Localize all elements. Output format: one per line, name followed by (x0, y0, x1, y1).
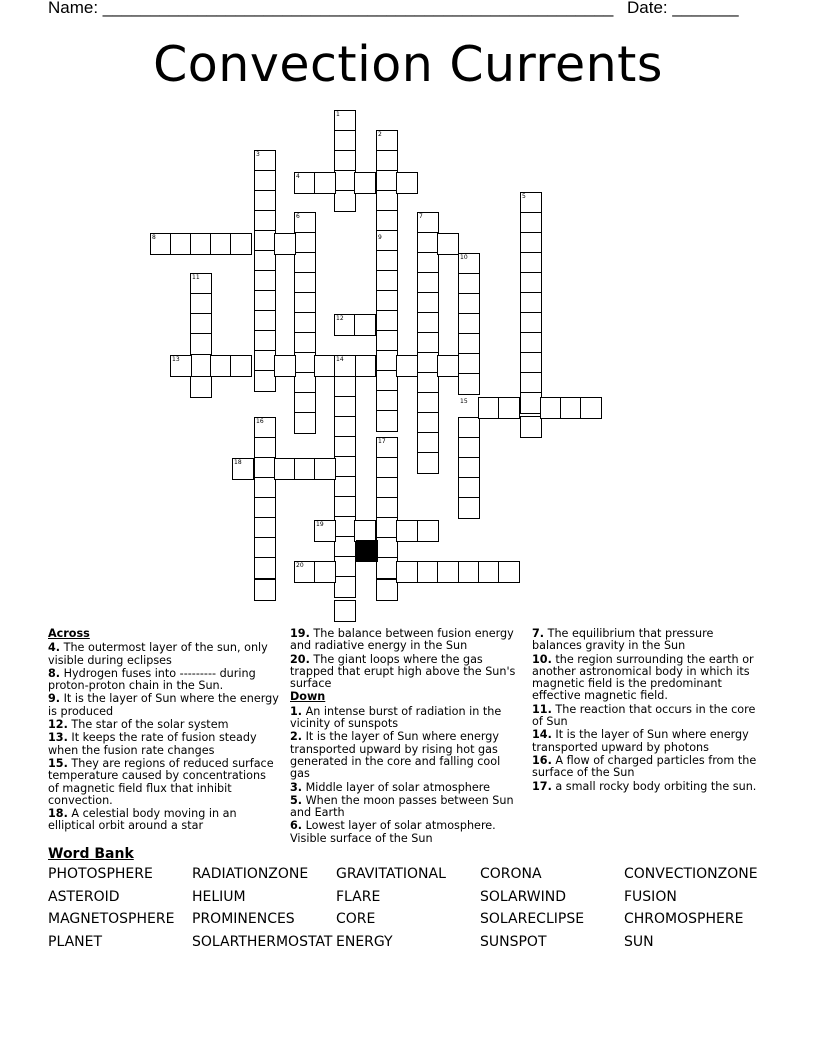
clue-item-number: 16. (532, 753, 552, 767)
grid-cell[interactable] (314, 458, 336, 480)
clue-item (48, 642, 280, 667)
grid-cell[interactable] (254, 537, 276, 559)
clue-item-text: It is the layer of Sun where energy transported upward by rising hot gas generated in the core and falling cool gas (290, 730, 501, 781)
clue-item (290, 731, 522, 780)
grid-cell[interactable] (294, 292, 316, 314)
clue-item (290, 820, 522, 845)
clue-item-text: A flow of charged particles from the surface of the Sun (532, 753, 757, 780)
clue-item-text: Hydrogen fuses into --------- during proton-proton chain in the Sun. (48, 666, 256, 693)
grid-cell[interactable] (376, 537, 398, 559)
clue-item (290, 795, 522, 820)
clue-item-text: It is the layer of Sun where energy transported upward by photons (532, 728, 749, 754)
grid-cell[interactable] (520, 372, 542, 394)
grid-cell[interactable] (274, 355, 296, 377)
grid-cell[interactable] (334, 436, 356, 458)
grid-cell[interactable] (540, 397, 562, 419)
grid-cell[interactable] (376, 330, 398, 352)
grid-cell[interactable] (520, 252, 542, 274)
clue-number: 1 (336, 111, 340, 118)
grid-cell[interactable] (190, 313, 212, 335)
grid-cell[interactable] (254, 210, 276, 232)
grid-cell[interactable] (334, 376, 356, 398)
clue-item-number: 18. (48, 807, 68, 821)
grid-cell[interactable] (417, 352, 439, 374)
clue-item-number: 9. (48, 692, 61, 706)
clue-item-number: 14. (532, 728, 552, 742)
clue-item-text: The balance between fusion energy and radiative energy in the Sun (290, 627, 514, 653)
down-heading: Down (290, 690, 326, 704)
clue-number: 6 (296, 213, 300, 220)
clue-item-text: Lowest layer of solar atmosphere. Visible surface of the Sun (290, 819, 496, 845)
grid-cell[interactable] (354, 520, 376, 542)
grid-cell[interactable] (294, 372, 316, 394)
black-cell (356, 540, 378, 562)
grid-cell[interactable] (254, 330, 276, 352)
grid-cell[interactable] (254, 477, 276, 499)
grid-cell[interactable] (417, 392, 439, 414)
grid-cell[interactable] (314, 172, 336, 194)
grid-cell[interactable] (396, 520, 418, 542)
clue-item-text: The equilibrium that pressure balances gravity in the Sun (532, 627, 714, 653)
grid-cell[interactable] (458, 293, 480, 315)
grid-cell[interactable] (254, 497, 276, 519)
grid-cell[interactable] (254, 350, 276, 372)
across-clues-list-cont (290, 628, 522, 690)
grid-cell[interactable] (437, 233, 459, 255)
grid-cell[interactable] (376, 557, 398, 579)
word-bank-item: GRAVITATIONAL (336, 866, 446, 882)
grid-cell[interactable] (376, 190, 398, 212)
grid-cell[interactable] (334, 170, 356, 192)
grid-cell[interactable] (190, 376, 212, 398)
grid-cell[interactable] (210, 233, 232, 255)
grid-cell[interactable] (520, 272, 542, 294)
grid-cell[interactable] (376, 390, 398, 412)
clue-item-number: 20. (290, 652, 310, 666)
grid-cell[interactable] (417, 232, 439, 254)
clue-item-number: 13. (48, 731, 68, 745)
grid-cell[interactable] (294, 252, 316, 274)
grid-cell[interactable] (314, 355, 336, 377)
grid-cell[interactable] (274, 458, 296, 480)
clue-item (290, 628, 522, 653)
clue-number: 9 (378, 234, 382, 241)
grid-cell[interactable] (376, 497, 398, 519)
clue-item-number: 19. (290, 627, 310, 640)
grid-cell[interactable] (417, 520, 439, 542)
grid-cell[interactable] (417, 432, 439, 454)
grid-cell[interactable] (334, 416, 356, 438)
grid-cell[interactable] (396, 172, 418, 194)
grid-cell[interactable] (254, 190, 276, 212)
grid-cell[interactable] (334, 556, 356, 578)
clue-number: 17 (378, 438, 386, 445)
word-bank-item: HELIUM (192, 888, 246, 905)
page-title: Convection Currents (153, 36, 663, 93)
grid-cell[interactable] (417, 312, 439, 334)
clue-item (48, 732, 280, 757)
grid-cell[interactable] (294, 312, 316, 334)
clue-number: 18 (234, 459, 242, 466)
grid-cell[interactable] (294, 412, 316, 434)
date-line: Date: _______ (627, 0, 739, 17)
clues-column-2 (290, 628, 522, 846)
word-bank-item: PHOTOSPHERE (48, 866, 153, 882)
clue-number: 12 (336, 315, 344, 322)
grid-cell[interactable] (417, 561, 439, 583)
grid-cell[interactable] (254, 557, 276, 579)
clue-item (532, 628, 764, 653)
clue-item-number: 4. (48, 641, 61, 655)
grid-cell[interactable] (190, 233, 212, 255)
grid-cell[interactable] (437, 355, 459, 377)
clue-item-number: 7. (532, 627, 545, 640)
clue-number: 5 (522, 193, 526, 200)
clue-item-number: 3. (290, 780, 303, 794)
down-clues-list (290, 706, 522, 845)
grid-cell[interactable] (560, 397, 582, 419)
name-line: Name: ______________________________________________________ (48, 0, 614, 17)
grid-cell[interactable] (294, 332, 316, 354)
grid-cell[interactable] (334, 496, 356, 518)
grid-cell[interactable] (520, 416, 542, 438)
grid-cell[interactable] (294, 352, 316, 374)
grid-cell[interactable] (354, 172, 376, 194)
clue-number: 2 (378, 131, 382, 138)
clue-item (532, 729, 764, 754)
grid-cell[interactable] (230, 233, 252, 255)
grid-cell[interactable] (417, 452, 439, 474)
clue-item (290, 706, 522, 731)
clue-number: 8 (152, 234, 156, 241)
grid-cell[interactable] (458, 477, 480, 499)
clue-item-text: A celestial body moving in an elliptical orbit around a star (48, 807, 237, 833)
grid-cell[interactable] (520, 392, 542, 414)
grid-cell[interactable] (520, 232, 542, 254)
grid-cell[interactable] (254, 270, 276, 292)
clue-item-number: 15. (48, 756, 68, 770)
clue-item-number: 11. (532, 702, 552, 716)
grid-cell[interactable] (354, 355, 376, 377)
grid-cell[interactable] (417, 292, 439, 314)
grid-cell[interactable] (170, 233, 192, 255)
clue-item (532, 755, 764, 780)
grid-cell[interactable] (458, 273, 480, 295)
word-bank-item: ASTEROID (48, 888, 120, 905)
grid-cell[interactable] (254, 230, 276, 252)
grid-cell[interactable] (254, 579, 276, 601)
grid-cell[interactable] (254, 517, 276, 539)
word-bank-item: SOLARWIND (480, 888, 566, 905)
grid-cell[interactable] (376, 579, 398, 601)
grid-cell[interactable] (334, 576, 356, 598)
grid-cell[interactable] (376, 477, 398, 499)
grid-cell[interactable] (376, 410, 398, 432)
grid-cell[interactable] (376, 310, 398, 332)
grid-cell[interactable] (458, 353, 480, 375)
grid-cell[interactable] (294, 458, 316, 480)
word-bank-item: SOLARECLIPSE (480, 911, 585, 928)
grid-cell[interactable] (334, 536, 356, 558)
clue-item (48, 758, 280, 807)
clue-number: 15 (460, 398, 468, 405)
clue-item-text: An intense burst of radiation in the vicinity of sunspots (290, 704, 502, 731)
clue-item-text: It is the layer of Sun where the energy is produced (48, 692, 279, 718)
clue-number: 16 (256, 418, 264, 425)
grid-cell[interactable] (376, 517, 398, 539)
grid-cell[interactable] (254, 370, 276, 392)
grid-cell[interactable] (254, 250, 276, 272)
grid-cell[interactable] (334, 456, 356, 478)
clue-number: 20 (296, 562, 304, 569)
clue-number: 3 (256, 151, 260, 158)
grid-cell[interactable] (417, 332, 439, 354)
word-bank-item: SUN (624, 934, 654, 951)
grid-cell[interactable] (210, 355, 232, 377)
grid-cell[interactable] (458, 417, 480, 439)
grid-cell[interactable] (334, 130, 356, 152)
grid-cell[interactable] (190, 293, 212, 315)
clue-item-text: Middle layer of solar atmosphere (305, 780, 491, 794)
clue-item-text: The outermost layer of the sun, only visible during eclipses (48, 641, 268, 667)
grid-cell[interactable] (417, 252, 439, 274)
word-bank-item: PROMINENCES (192, 911, 295, 928)
clue-number: 13 (172, 356, 180, 363)
grid-cell[interactable] (334, 600, 356, 622)
grid-cell[interactable] (294, 392, 316, 414)
clue-item-number: 6. (290, 819, 303, 833)
grid-cell[interactable] (294, 272, 316, 294)
word-bank-item: CORE (336, 911, 376, 928)
clue-number: 10 (460, 254, 468, 261)
clue-item-number: 10. (532, 652, 552, 666)
grid-cell[interactable] (417, 272, 439, 294)
grid-cell[interactable] (396, 355, 418, 377)
clue-item-text: The star of the solar system (71, 718, 229, 732)
grid-cell[interactable] (254, 290, 276, 312)
grid-cell[interactable] (230, 355, 252, 377)
word-bank-item: RADIATIONZONE (192, 866, 309, 882)
grid-cell[interactable] (520, 312, 542, 334)
word-bank-item: SOLARTHERMOSTAT (192, 934, 333, 951)
clue-item-text: It keeps the rate of fusion steady when the fusion rate changes (48, 731, 257, 757)
clue-item (532, 654, 764, 703)
clue-item-text: the region surrounding the earth or another astronomical body in which its magnetic field is the predominant effective magnetic field. (532, 652, 754, 703)
grid-cell[interactable] (458, 437, 480, 459)
clue-item-text: They are regions of reduced surface temperature caused by concentrations of magnetic field flux that inhibit convection. (48, 756, 274, 807)
grid-cell[interactable] (376, 210, 398, 232)
clue-item-text: The giant loops where the gas trapped that erupt high above the Sun's surface (290, 652, 516, 691)
word-bank-item: SUNSPOT (480, 934, 547, 951)
grid-cell[interactable] (354, 314, 376, 336)
grid-cell[interactable] (458, 457, 480, 479)
across-heading: Across (48, 627, 90, 640)
clue-item-text: The reaction that occurs in the core of Sun (532, 702, 756, 729)
grid-cell[interactable] (376, 250, 398, 272)
word-bank-item: FUSION (624, 888, 677, 905)
word-bank-item: PLANET (48, 934, 103, 951)
clue-number: 7 (419, 213, 423, 220)
grid-cell[interactable] (478, 561, 500, 583)
grid-cell[interactable] (376, 457, 398, 479)
across-clues-list (48, 642, 280, 832)
grid-cell[interactable] (417, 412, 439, 434)
grid-cell[interactable] (274, 233, 296, 255)
clue-item-number: 17. (532, 779, 552, 793)
grid-cell[interactable] (458, 561, 480, 583)
clue-number: 19 (316, 521, 324, 528)
grid-cell[interactable] (254, 310, 276, 332)
clue-number: 11 (192, 274, 200, 281)
grid-cell[interactable] (458, 333, 480, 355)
clue-item-number: 8. (48, 666, 61, 680)
grid-cell[interactable] (314, 561, 336, 583)
grid-cell[interactable] (520, 352, 542, 374)
word-bank-item: CORONA (480, 866, 542, 882)
grid-cell[interactable] (520, 292, 542, 314)
grid-cell[interactable] (498, 397, 520, 419)
clue-item-number: 1. (290, 704, 303, 718)
grid-cell[interactable] (520, 212, 542, 234)
clue-item-number: 2. (290, 730, 303, 744)
grid-cell[interactable] (580, 397, 602, 419)
grid-cell[interactable] (334, 190, 356, 212)
clue-item (48, 808, 280, 833)
grid-cell[interactable] (458, 373, 480, 395)
word-bank-title: Word Bank (48, 846, 134, 862)
clue-item-text: When the moon passes between Sun and Earth (290, 793, 514, 820)
grid-cell[interactable] (254, 437, 276, 459)
grid-cell[interactable] (376, 370, 398, 392)
clue-item-number: 5. (290, 793, 303, 807)
grid-cell[interactable] (376, 290, 398, 312)
clue-item (48, 719, 280, 731)
grid-cell[interactable] (334, 396, 356, 418)
grid-cell[interactable] (254, 457, 276, 479)
word-bank-item: ENERGY (336, 934, 393, 951)
clues-column-3 (532, 628, 764, 794)
word-bank-item: CHROMOSPHERE (624, 911, 744, 928)
grid-cell[interactable] (376, 350, 398, 372)
grid-cell[interactable] (190, 333, 212, 355)
clue-item-number: 12. (48, 718, 68, 732)
clue-item (290, 654, 522, 691)
word-bank-item: CONVECTIONZONE (624, 866, 758, 882)
grid-cell[interactable] (254, 170, 276, 192)
clue-item (48, 693, 280, 718)
clue-item (532, 704, 764, 729)
grid-cell[interactable] (334, 476, 356, 498)
clues-column-1 (48, 628, 280, 834)
grid-cell[interactable] (376, 170, 398, 192)
grid-cell[interactable] (498, 561, 520, 583)
grid-cell[interactable] (376, 150, 398, 172)
clue-number: 14 (336, 356, 344, 363)
clue-item (48, 668, 280, 693)
down-clues-list-cont (532, 628, 764, 793)
grid-cell[interactable] (396, 561, 418, 583)
grid-cell[interactable] (294, 232, 316, 254)
grid-cell[interactable] (417, 372, 439, 394)
clue-number: 4 (296, 173, 300, 180)
clue-item-text: a small rocky body orbiting the sun. (555, 779, 757, 793)
grid-cell[interactable] (458, 497, 480, 519)
word-bank-item: MAGNETOSPHERE (48, 911, 175, 928)
grid-cell[interactable] (334, 150, 356, 172)
grid-cell[interactable] (376, 270, 398, 292)
grid-cell[interactable] (437, 561, 459, 583)
grid-cell[interactable] (478, 397, 500, 419)
grid-cell[interactable] (520, 332, 542, 354)
grid-cell[interactable] (334, 516, 356, 538)
word-bank-item: FLARE (336, 888, 381, 905)
grid-cell[interactable] (458, 313, 480, 335)
clue-item (290, 782, 522, 794)
clue-item (532, 781, 764, 793)
